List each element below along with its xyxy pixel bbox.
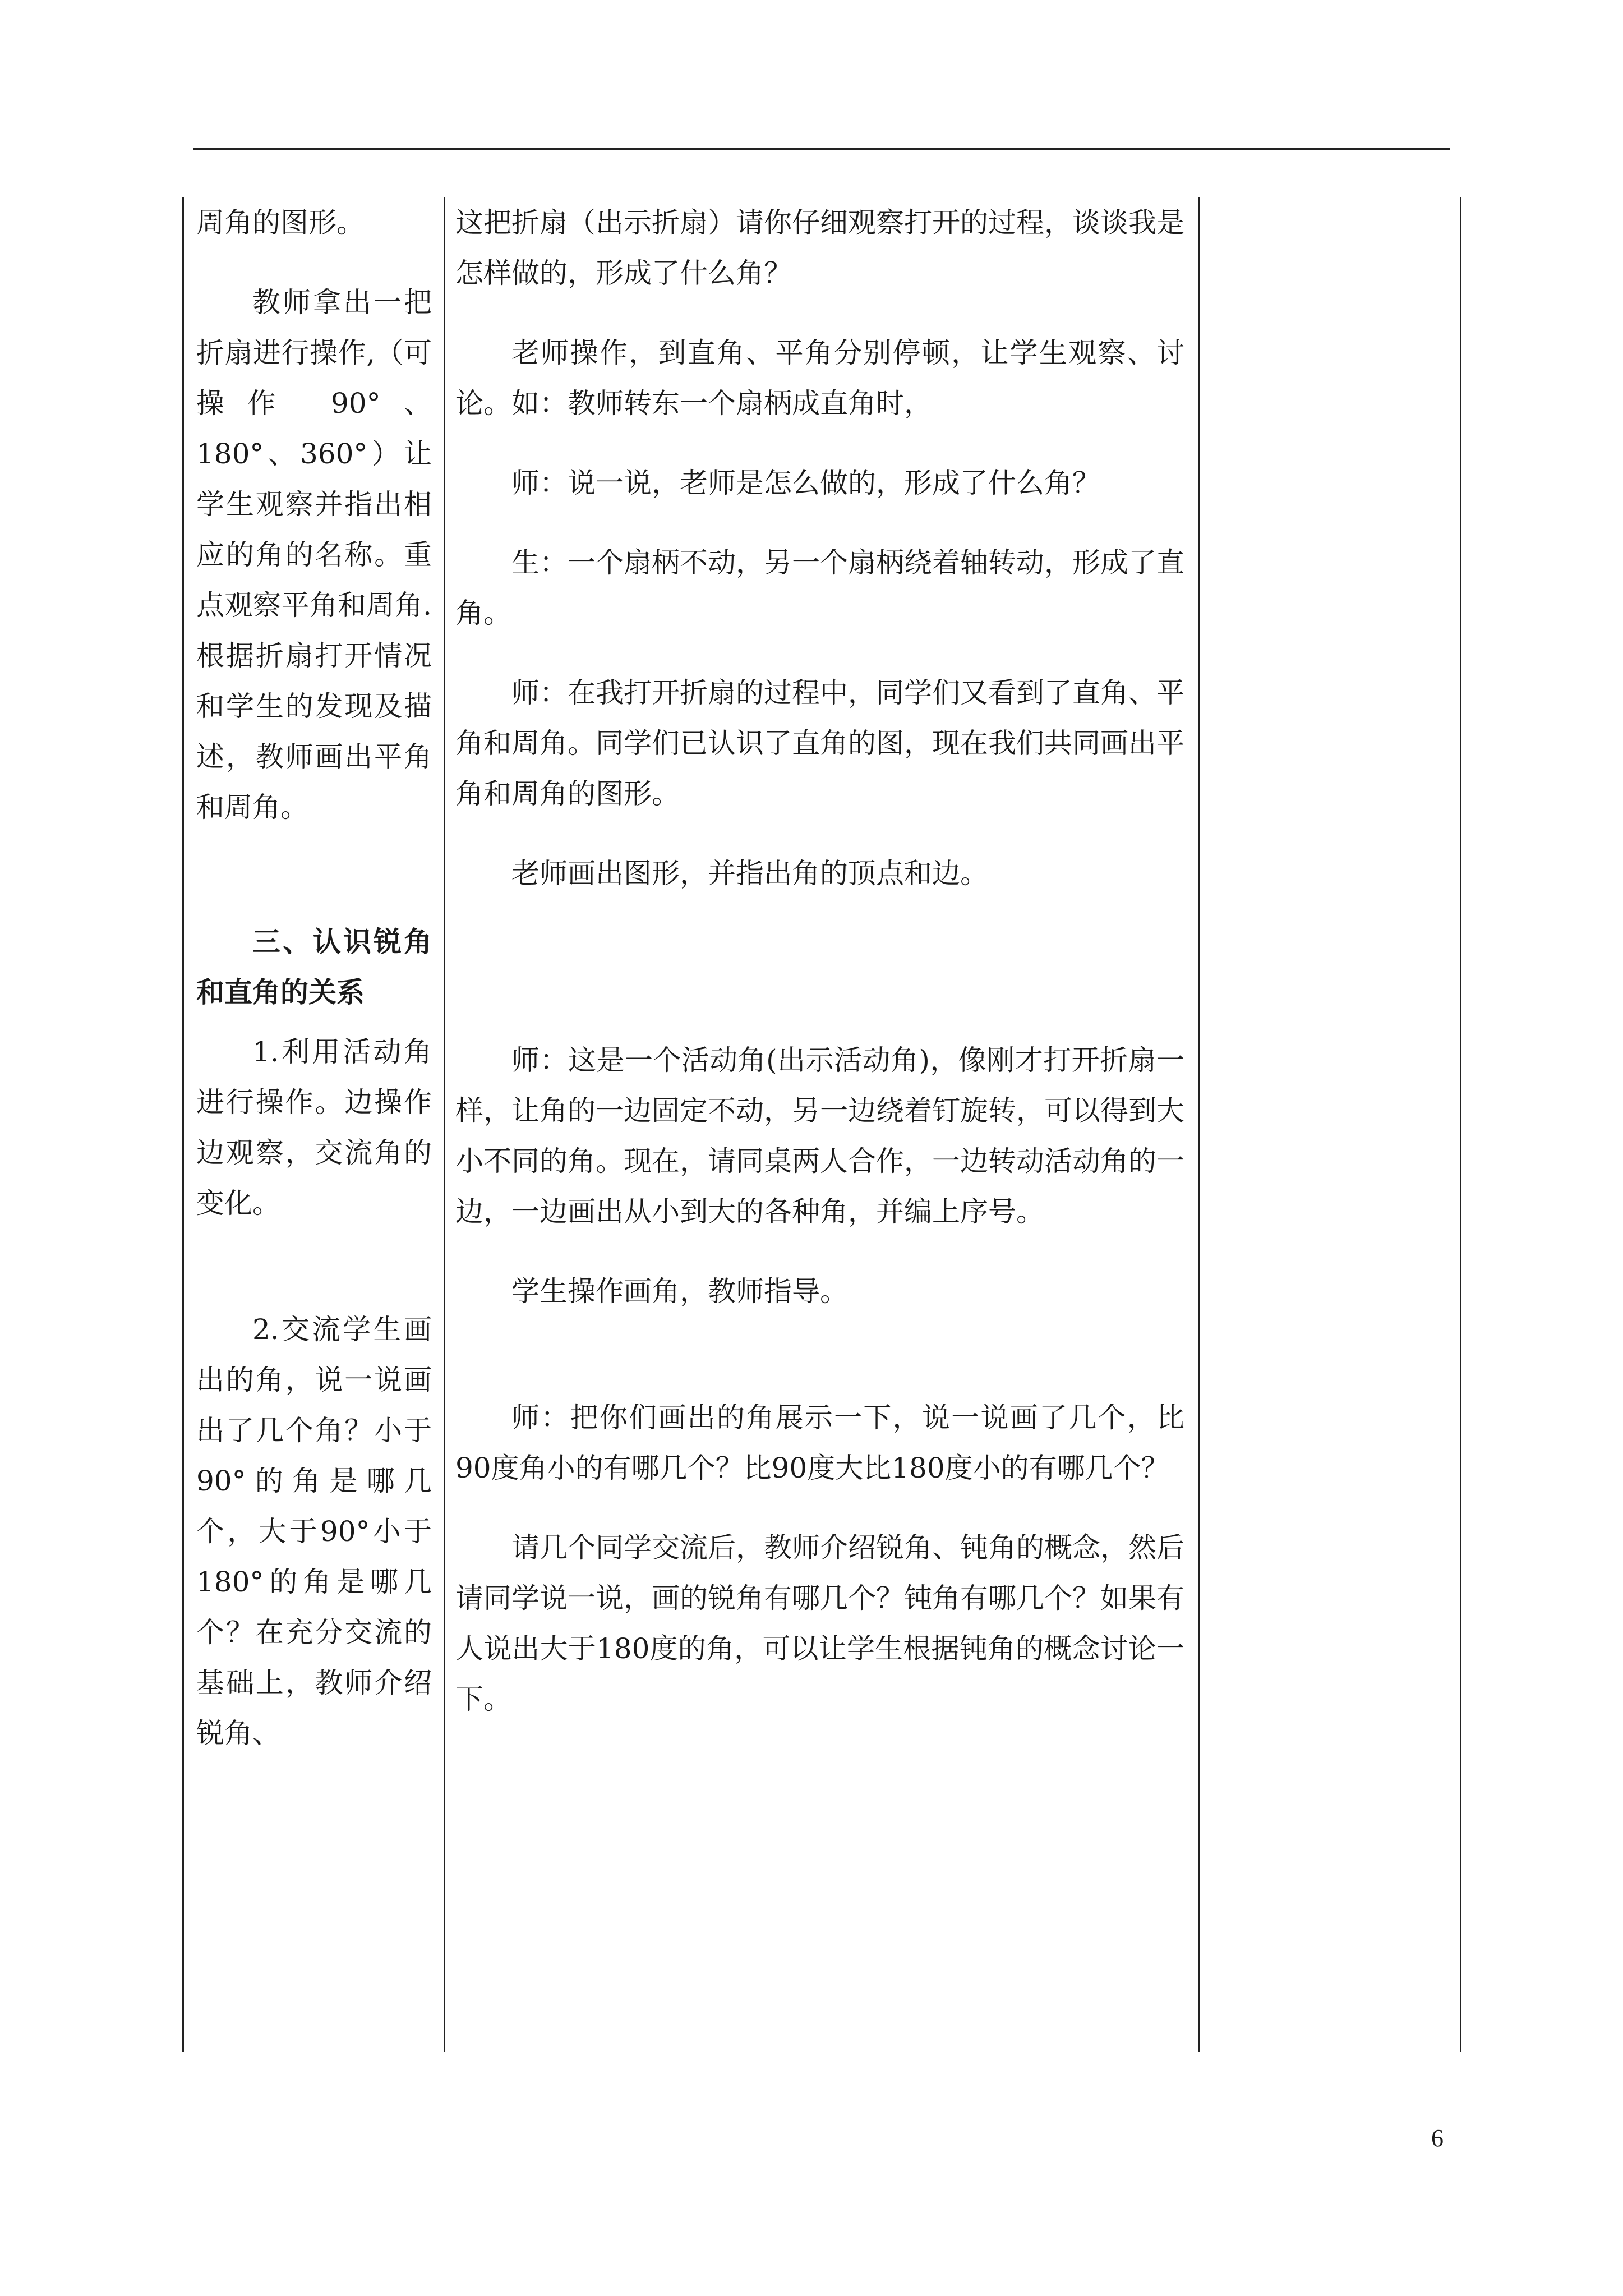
table-divider-1 bbox=[444, 197, 445, 2052]
middle-column-paragraph: 老师操作，到直角、平角分别停顿，让学生观察、讨论。如：教师转东一个扇柄成直角时， bbox=[455, 337, 1184, 420]
table-border-right bbox=[1460, 197, 1461, 2052]
left-column-paragraph: 三、认识锐角和直角的关系 bbox=[196, 925, 432, 1009]
left-column-paragraph: 教师拿出一把折扇进行操作,（可操作 90°、180°、360°）让学生观察并指出相应的角的名称。重点观察平角和周角.根据折扇打开情况和学生的发现及描述，教师画出平角和周角。 bbox=[196, 286, 432, 823]
middle-column bbox=[455, 197, 1184, 1724]
middle-column-paragraph: 师：在我打开折扇的过程中，同学们又看到了直角、平角和周角。同学们已认识了直角的图，现在我们共同画出平角和周角的图形。 bbox=[455, 677, 1184, 810]
page-number: 6 bbox=[1431, 2124, 1444, 2152]
table-divider-2 bbox=[1198, 197, 1200, 2052]
middle-column-paragraph: 师：把你们画出的角展示一下，说一说画了几个，比90度角小的有哪几个？比90度大比180度小的有哪几个？ bbox=[455, 1401, 1184, 1484]
left-column-paragraph: 1.利用活动角进行操作。边操作边观察，交流角的变化。 bbox=[196, 1036, 432, 1220]
left-column-paragraph: 2.交流学生画出的角，说一说画出了几个角？小于90°的角是哪几个，大于90°小于180°的角是哪几个？在充分交流的基础上，教师介绍锐角、 bbox=[196, 1313, 432, 1750]
middle-column-paragraph: 生：一个扇柄不动，另一个扇柄绕着轴转动，形成了直角。 bbox=[455, 546, 1184, 629]
table-border-left bbox=[182, 197, 184, 2052]
middle-column-paragraph: 老师画出图形，并指出角的顶点和边。 bbox=[511, 857, 988, 890]
middle-column-paragraph: 请几个同学交流后，教师介绍锐角、钝角的概念，然后请同学说一说，画的锐角有哪几个？钝角有哪几个？如果有人说出大于180度的角，可以让学生根据钝角的概念讨论一下。 bbox=[455, 1531, 1184, 1715]
left-column bbox=[196, 197, 432, 1759]
header-rule bbox=[193, 148, 1450, 150]
middle-column-paragraph: 这把折扇（出示折扇）请你仔细观察打开的过程，谈谈我是怎样做的，形成了什么角？ bbox=[455, 206, 1184, 289]
middle-column-paragraph: 师：说一说，老师是怎么做的，形成了什么角？ bbox=[511, 467, 1100, 499]
left-column-paragraph: 周角的图形。 bbox=[196, 206, 365, 239]
middle-column-paragraph: 学生操作画角，教师指导。 bbox=[511, 1275, 848, 1308]
middle-column-paragraph: 师：这是一个活动角(出示活动角)，像刚才打开折扇一样，让角的一边固定不动，另一边绕着钉旋转，可以得到大小不同的角。现在，请同桌两人合作，一边转动活动角的一边，一边画出从小到大的各种角，并编上序号。 bbox=[455, 1044, 1184, 1228]
